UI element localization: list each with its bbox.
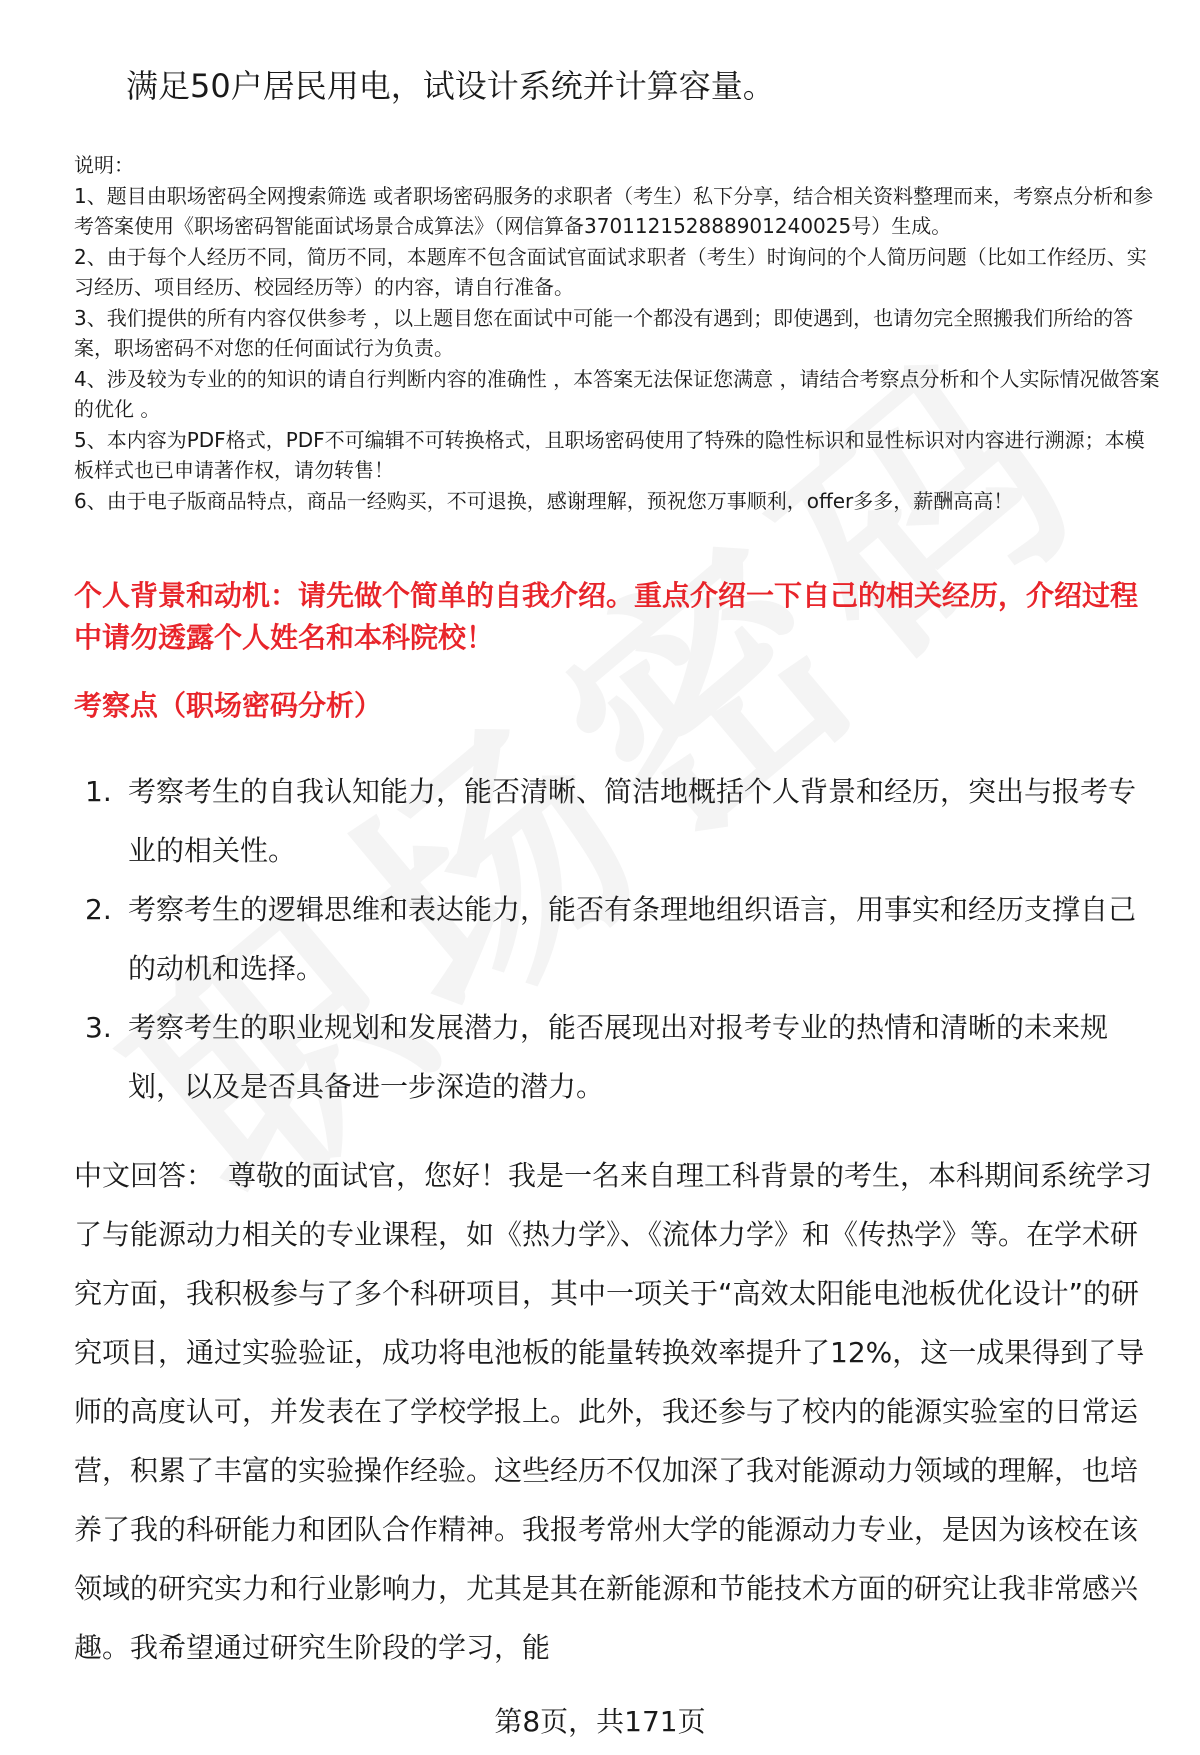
question-heading: 个人背景和动机：请先做个简单的自我介绍。重点介绍一下自己的相关经历，介绍过程中请勿透露个人姓名和本科院校！ <box>74 579 1139 654</box>
answer-label: 中文回答： <box>74 1159 215 1192</box>
point-number: 2. <box>85 893 112 926</box>
point-text: 考察考生的自我认知能力，能否清晰、简洁地概括个人背景和经历，突出与报考专业的相关性。 <box>128 775 1137 867</box>
analysis-points <box>80 762 1160 1116</box>
analysis-title: 考察点（职场密码分析） <box>74 689 383 722</box>
point-number: 1. <box>85 775 112 808</box>
analysis-point <box>80 762 1160 880</box>
note-item: 5、本内容为PDF格式，PDF不可编辑不可转换格式，且职场密码使用了特殊的隐性标识和显性标识对内容进行溯源；本模板样式也已申请著作权，请勿转售！ <box>74 427 1145 482</box>
analysis-point <box>80 880 1160 998</box>
point-number: 3. <box>85 1011 112 1044</box>
note-item: 3、我们提供的所有内容仅供参考 ，以上题目您在面试中可能一个都没有遇到；即使遇到，也请勿完全照搬我们所给的答案，职场密码不对您的任何面试行为负责。 <box>74 305 1134 360</box>
note-item: 2、由于每个人经历不同，简历不同，本题库不包含面试官面试求职者（考生）时询问的个人简历问题（比如工作经历、实习经历、项目经历、校园经历等）的内容，请自行准备。 <box>74 244 1147 299</box>
note-item: 1、题目由职场密码全网搜索筛选 或者职场密码服务的求职者（考生）私下分享，结合相关资料整理而来，考察点分析和参考答案使用《职场密码智能面试场景合成算法》（网信算备370112152888901240025号）生成。 <box>74 183 1154 238</box>
page-footer: 第8页，共171页 <box>494 1705 706 1738</box>
point-text: 考察考生的职业规划和发展潜力，能否展现出对报考专业的热情和清晰的未来规划，以及是否具备进一步深造的潜力。 <box>128 1011 1109 1103</box>
answer-section <box>74 1146 1160 1677</box>
notes-section <box>74 150 1160 516</box>
point-text: 考察考生的逻辑思维和表达能力，能否有条理地组织语言，用事实和经历支撑自己的动机和选择。 <box>128 893 1137 985</box>
answer-text: 尊敬的面试官，您好！我是一名来自理工科背景的考生，本科期间系统学习了与能源动力相关的专业课程，如《热力学》、《流体力学》和《传热学》等。在学术研究方面，我积极参与了多个科研项目，其中一项关于“高效太阳能电池板优化设计”的研究项目，通过实验验证，成功将电池板的能量转换效率提升了12%，这一成果得到了导师的高度认可，并发表在了学校学报上。此外，我还参与了校内的能源实验室的日常运营，积累了丰富的实验操作经验。这些经历不仅加深了我对能源动力领域的理解，也培养了我的科研能力和团队合作精神。我报考常州大学的能源动力专业，是因为该校在该领域的研究实力和行业影响力，尤其是其在新能源和节能技术方面的研究让我非常感兴趣。我希望通过研究生阶段的学习，能 <box>74 1159 1153 1664</box>
note-item: 6、由于电子版商品特点，商品一经购买，不可退换，感谢理解，预祝您万事顺利，offer多多，薪酬高高！ <box>74 488 1014 513</box>
notes-title: 说明： <box>74 153 134 177</box>
question-continuation: 满足50户居民用电，试设计系统并计算容量。 <box>126 67 775 105</box>
analysis-point <box>80 998 1160 1116</box>
note-item: 4、涉及较为专业的的知识的请自行判断内容的准确性 ，本答案无法保证您满意 ，请结合考察点分析和个人实际情况做答案的优化 。 <box>74 366 1160 421</box>
